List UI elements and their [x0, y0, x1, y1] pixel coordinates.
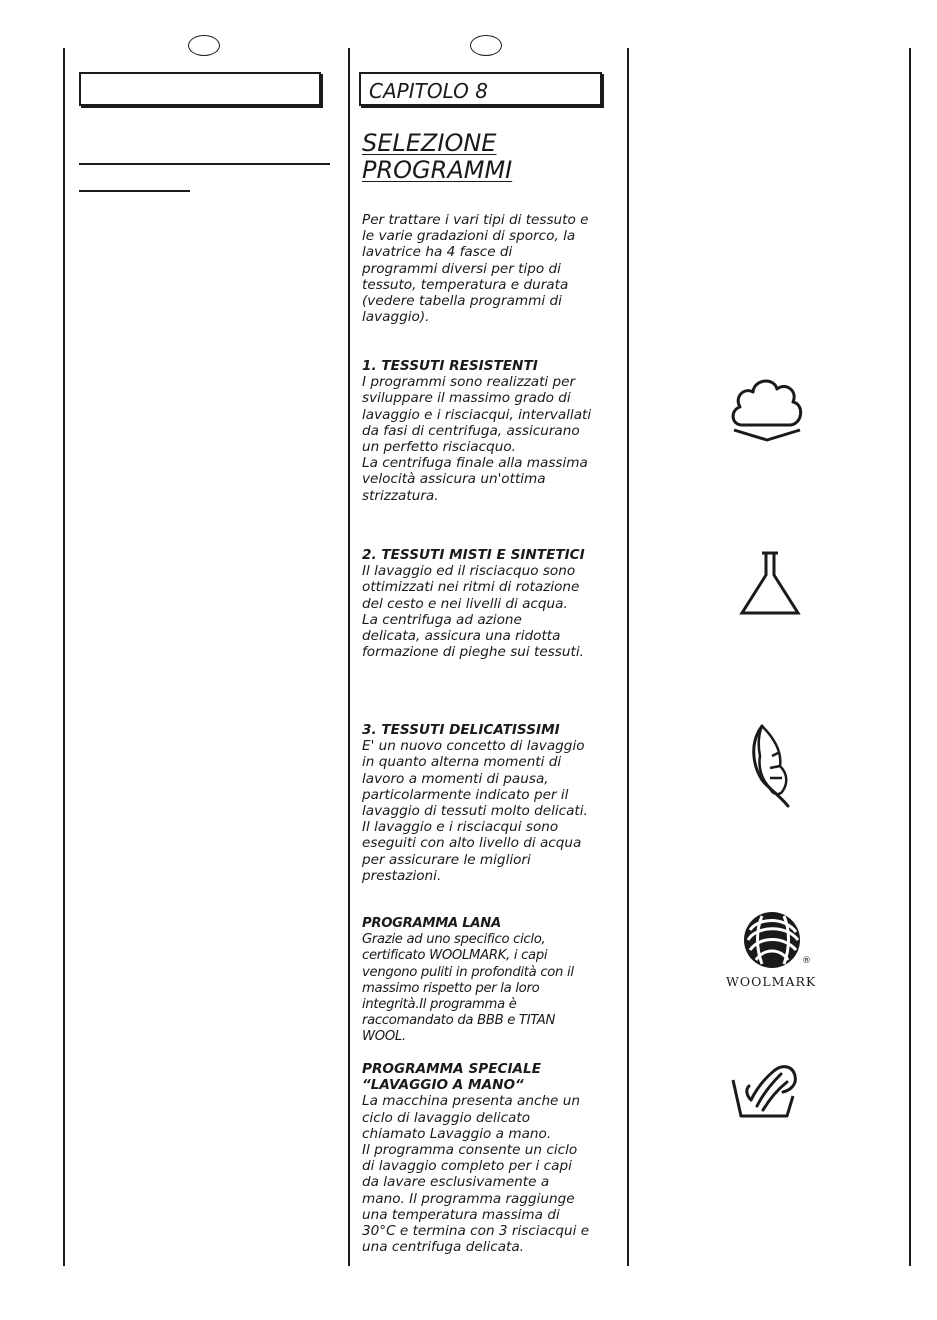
text-line: programmi diversi per tipo di	[362, 260, 561, 277]
section-heading-second-line: “LAVAGGIO A MANO“	[362, 1077, 524, 1094]
text-line: lavaggio).	[362, 309, 430, 326]
section-tessuti-resistenti	[362, 358, 624, 504]
text-line: Il programma consente un ciclo	[362, 1142, 578, 1159]
intro-paragraph	[362, 212, 624, 325]
column-divider-left	[63, 48, 65, 1266]
title-rule-long	[79, 163, 330, 165]
text-line: I programmi sono realizzati per	[362, 374, 576, 391]
text-line: da lavare esclusivamente a	[362, 1174, 550, 1191]
cotton-icon	[728, 373, 806, 443]
text-line: E' un nuovo concetto di lavaggio	[362, 738, 585, 755]
text-line: Per trattare i vari tipi di tessuto e	[362, 212, 589, 228]
chapter-box-left	[79, 72, 321, 106]
text-line: lavoro a momenti di pausa,	[362, 770, 549, 787]
text-line: Grazie ad uno specifico ciclo,	[362, 932, 546, 948]
woolmark-registered: ®	[802, 956, 811, 966]
text-line: sviluppare il massimo grado di	[362, 390, 571, 407]
column-divider-middle	[348, 48, 350, 1266]
text-line: particolarmente indicato per il	[362, 786, 569, 803]
section-heading: PROGRAMMA SPECIALE	[362, 1061, 541, 1077]
text-line: vengono puliti in profondità con il	[362, 964, 574, 980]
language-marker-right	[470, 35, 502, 56]
chapter-label-left	[81, 79, 89, 103]
section-heading: 1. TESSUTI RESISTENTI	[362, 358, 538, 374]
hand-wash-icon	[731, 1060, 801, 1120]
column-divider-right	[627, 48, 629, 1266]
text-line: certificato WOOLMARK, i capi	[362, 948, 548, 964]
text-line: da fasi di centrifuga, assicurano	[362, 422, 580, 439]
column-divider-far-right	[909, 48, 911, 1266]
text-line: una centrifuga delicata.	[362, 1239, 525, 1256]
text-line: (vedere tabella programmi di	[362, 293, 562, 310]
text-line: La centrifuga finale alla massima	[362, 455, 588, 472]
text-line: un perfetto risciacquo.	[362, 439, 516, 456]
text-line: La macchina presenta anche un	[362, 1093, 580, 1110]
text-line: integrità.Il programma è	[362, 997, 517, 1013]
text-line: eseguiti con alto livello di acqua	[362, 835, 582, 852]
page-title-line2: PROGRAMMI	[362, 156, 513, 184]
text-line: strizzatura.	[362, 487, 439, 504]
section-heading: 2. TESSUTI MISTI E SINTETICI	[362, 547, 585, 563]
text-line: lavaggio di tessuti molto delicati.	[362, 803, 588, 820]
text-line: per assicurare le migliori	[362, 851, 531, 868]
page-title	[362, 130, 512, 184]
text-line: in quanto alterna momenti di	[362, 754, 562, 771]
section-tessuti-misti	[362, 547, 624, 660]
text-line: La centrifuga ad azione	[362, 611, 522, 628]
text-line: mano. Il programma raggiunge	[362, 1190, 575, 1207]
woolmark-caption: WOOLMARK	[726, 974, 817, 989]
text-line: Il lavaggio ed il risciacquo sono	[362, 563, 576, 580]
text-line: raccomandato da BBB e TITAN	[362, 1013, 556, 1029]
text-line: di lavaggio completo per i capi	[362, 1158, 572, 1175]
woolmark-logo	[722, 908, 832, 992]
text-line: Il lavaggio e i risciacqui sono	[362, 819, 559, 836]
text-line: ciclo di lavaggio delicato	[362, 1109, 531, 1126]
section-programma-lana	[362, 916, 624, 1046]
chapter-label: CAPITOLO 8	[369, 79, 488, 103]
section-heading: 3. TESSUTI DELICATISSIMI	[362, 722, 560, 738]
flask-icon	[738, 551, 802, 617]
chapter-box-right	[359, 72, 602, 106]
text-line: delicata, assicura una ridotta	[362, 628, 561, 645]
text-line: 30°C e termina con 3 risciacqui e	[362, 1223, 590, 1240]
text-line: formazione di pieghe sui tessuti.	[362, 644, 584, 661]
language-marker-left	[188, 35, 220, 56]
text-line: lavatrice ha 4 fasce di	[362, 244, 513, 261]
feather-icon	[748, 722, 800, 812]
text-line: WOOL.	[362, 1029, 406, 1045]
title-rule-short	[79, 190, 190, 192]
text-line: lavaggio e i risciacqui, intervallati	[362, 406, 592, 423]
section-heading: PROGRAMMA LANA	[362, 916, 501, 931]
section-lavaggio-a-mano	[362, 1061, 624, 1255]
text-line: velocità assicura un'ottima	[362, 471, 546, 488]
text-line: prestazioni.	[362, 867, 442, 884]
text-line: del cesto e nei livelli di acqua.	[362, 595, 568, 612]
text-line: una temperatura massima di	[362, 1206, 560, 1223]
woolmark-icon	[740, 908, 806, 970]
text-line: ottimizzati nei ritmi di rotazione	[362, 579, 580, 596]
section-tessuti-delicatissimi	[362, 722, 624, 884]
text-line: chiamato Lavaggio a mano.	[362, 1125, 552, 1142]
text-line: le varie gradazioni di sporco, la	[362, 228, 576, 245]
text-line: tessuto, temperatura e durata	[362, 276, 569, 293]
page-title-line1: SELEZIONE	[362, 129, 497, 157]
text-line: massimo rispetto per la loro	[362, 980, 540, 996]
